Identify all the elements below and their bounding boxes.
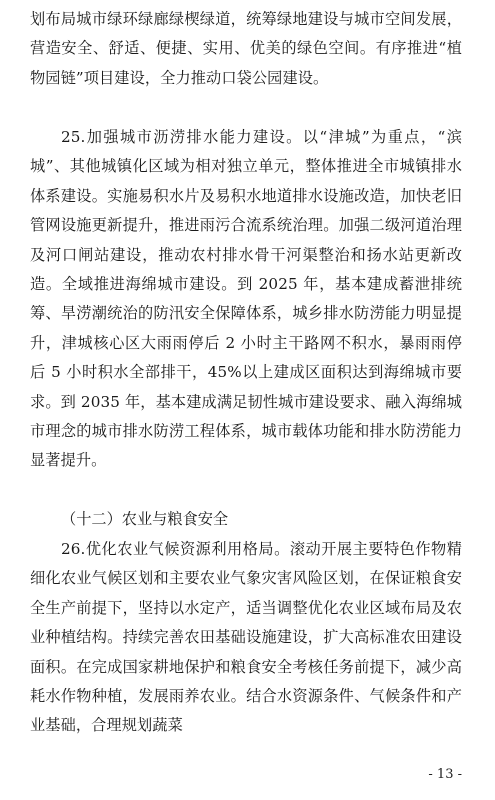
paragraph-drainage: 25.加强城市沥涝排水能力建设。以“津城”为重点，“滨城”、其他城镇化区域为相对独立单元，整体推进全市城镇排水体系建设。实施易积水片及易积水地道排水设施改造，加快老旧管网设施更新提升，推进雨污合流系统治理。加强二级河道治理及河口闸站建设，推动农村排水骨干河渠整治和扬水站更新改造。全域推进海绵城市建设。到 2025 年，基本建成蓄泄排统筹、旱涝潮统治的防汛安全保障体系，城乡排水防涝能力明显提升，津城核心区大雨雨停后 2 小时主干路网不积水，暴雨雨停后 5 小时积水全部排干，45%以上建成区面积达到海绵城市要求。到 2035 年，基本建成满足韧性城市建设要求、融入海绵城市理念的城市排水防涝工程体系，城市载体功能和排水防涝能力显著提升。 [30,128,462,470]
paragraph-green-space: 划布局城市绿环绿廊绿楔绿道，统筹绿地建设与城市空间发展，营造安全、舒适、便捷、实用、优美的绿色空间。有序推进“植物园链”项目建设，全力推动口袋公园建设。 [30,10,462,87]
paragraph-agriculture: 26.优化农业气候资源利用格局。滚动开展主要特色作物精细化农业气候区划和主要农业气象灾害风险区划，在保证粮食安全生产前提下，坚持以水定产，适当调整优化农业区域布局及农业种植结构。持续完善农田基础设施建设，扩大高标准农田建设面积。在完成国家耕地保护和粮食安全考核任务前提下，减少高耗水作物种植，发展雨养农业。结合水资源条件、气候条件和产业基础，合理规划蔬菜 [30,540,462,735]
page-number: - 13 - [428,767,462,782]
section-heading: （十二）农业与粮食安全 [61,510,229,528]
